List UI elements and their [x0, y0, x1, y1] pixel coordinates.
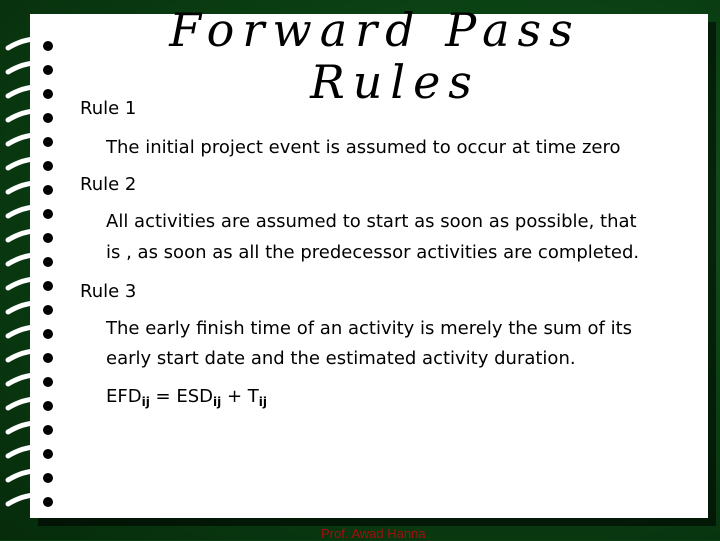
footer-author: Prof. Awad Hanna: [321, 526, 426, 541]
title-line-1: Forward Pass: [169, 3, 581, 57]
formula-eq-esd: = ESD: [149, 386, 214, 407]
rule-3-text-line-2: early start date and the estimated activity duration.: [106, 348, 576, 369]
efd-formula: [106, 382, 686, 413]
rule-3-text-line-1: The early finish time of an activity is merely the sum of its: [106, 318, 632, 339]
rule-1-heading: Rule 1: [80, 98, 137, 119]
rule-1-text: The initial project event is assumed to occur at time zero: [106, 137, 621, 158]
rule-2-text-line-2: is , as soon as all the predecessor activities are completed.: [106, 242, 640, 263]
slide-title: [115, 4, 635, 108]
rule-2-text-line-1: All activities are assumed to start as soon as possible, that: [106, 211, 637, 232]
rule-2-heading: Rule 2: [80, 174, 137, 195]
rule-3-heading: Rule 3: [80, 281, 137, 302]
formula-sub-ij: ij: [213, 395, 222, 409]
binder-rings: [0, 0, 80, 540]
formula-efd: EFD: [106, 386, 142, 407]
title-line-2: Rules: [310, 55, 480, 109]
formula-sub-ij: ij: [258, 395, 268, 409]
formula-sub-ij: ij: [141, 395, 150, 409]
formula-plus-t: + T: [221, 386, 259, 407]
